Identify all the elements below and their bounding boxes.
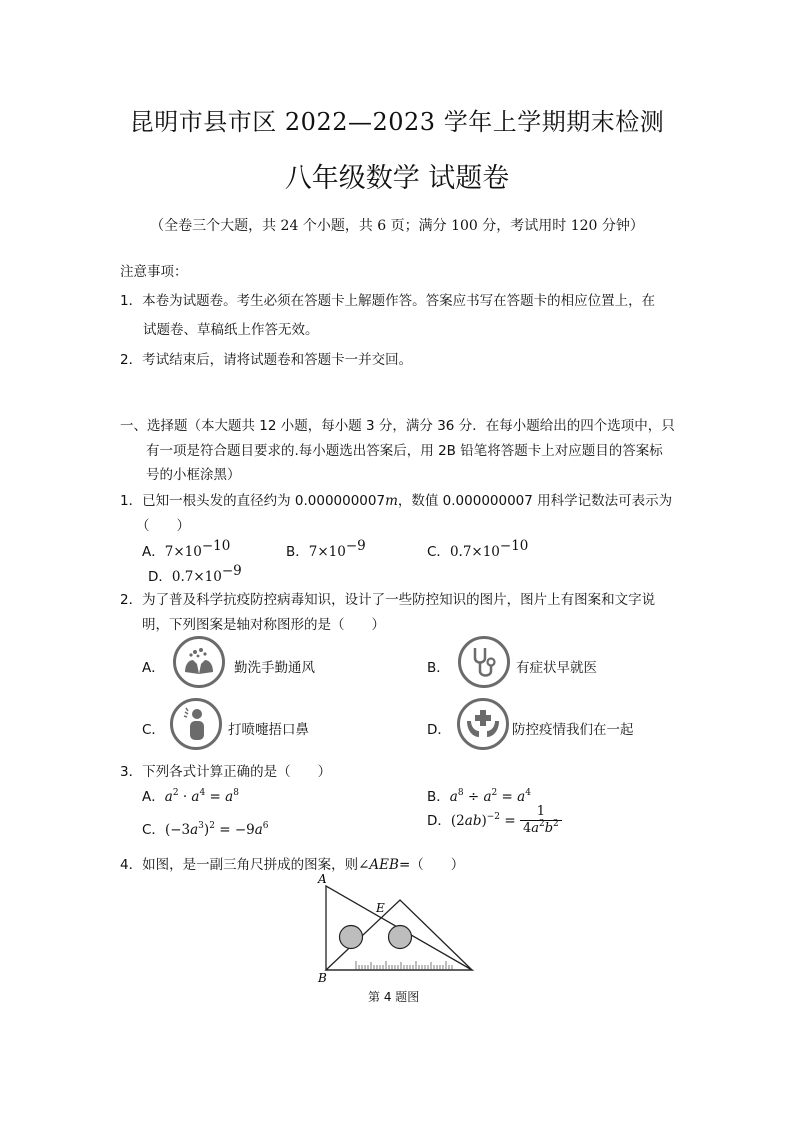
note-item-1: 1．本卷为试题卷。考生必须在答题卡上解题作答。答案应书写在答题卡的相应位置上，在: [120, 293, 656, 309]
stethoscope-icon[interactable]: [458, 636, 510, 688]
question-3-option-c[interactable]: C．$(-3a^3)^2 = -9a^6$: [142, 821, 269, 838]
question-1-option-d[interactable]: D．$0.7\times 10^{-9}$: [148, 563, 242, 585]
section-1-heading: 一、选择题（本大题共 12 小题，每小题 3 分，满分 36 分．在每小题给出的四个选项中，只: [120, 418, 675, 434]
note-item-2: 2．考试结束后，请将试题卷和答题卡一并交回。: [120, 352, 413, 368]
question-3-stem: 3．下列各式计算正确的是（ ）: [120, 764, 332, 780]
question-2-option-b-text: 有症状早就医: [516, 660, 597, 676]
point-label-b: B: [318, 971, 327, 985]
medical-hands-icon[interactable]: [457, 698, 509, 750]
question-2-option-d-text: 防控疫情我们在一起: [512, 722, 634, 738]
question-2-option-c-label[interactable]: C．: [142, 722, 165, 738]
question-2-option-b-label[interactable]: B．: [427, 660, 450, 676]
section-1-instructions: 有一项是符合题目要求的.每小题选出答案后，用 2B 铅笔将答题卡上对应题目的答案标: [146, 443, 663, 459]
point-label-e: E: [376, 901, 385, 915]
question-2-option-a-text: 勤洗手勤通风: [234, 660, 315, 676]
hand-washing-icon[interactable]: [173, 636, 225, 688]
fraction-numerator: 1: [520, 804, 562, 821]
exam-title: 昆明市县市区 2022—2023 学年上学期期末检测: [129, 108, 665, 136]
question-2-option-d-label[interactable]: D．: [427, 722, 451, 738]
question-2-option-c-text: 打喷嚏捂口鼻: [228, 722, 309, 738]
question-3-option-b[interactable]: B．$a^8 \div a^2 = a^4$: [427, 788, 531, 805]
notes-heading: 注意事项：: [120, 264, 188, 280]
question-2-stem: 2．为了普及科学抗疫防控病毒知识，设计了一些防控知识的图片，图片上有图案和文字说: [120, 592, 656, 608]
question-3-option-a[interactable]: A．$a^2 \cdot a^4 = a^8$: [142, 788, 239, 805]
point-label-a: A: [318, 872, 327, 886]
question-1-option-b[interactable]: B．$7\times 10^{-9}$: [286, 538, 366, 560]
exam-subtitle: 八年级数学 试题卷: [284, 163, 510, 194]
question-3-option-d[interactable]: D．$(2ab)^{-2}$ = $\frac{1}{4a^2b^2}$: [427, 804, 562, 837]
question-1-stem: 1．已知一根头发的直径约为 0.000000007m，数值 0.000000007 用科学记数法可表示为: [120, 493, 673, 509]
question-1-option-a[interactable]: A．$7\times 10^{-10}$: [142, 538, 231, 560]
question-2-option-a-label[interactable]: A．: [142, 660, 165, 676]
section-1-instructions-end: 号的小框涂黑）: [146, 467, 241, 483]
triangle-rulers-figure: [310, 870, 490, 990]
question-2-stem-cont: 明，下列图案是轴对称图形的是（ ）: [142, 617, 385, 633]
question-1-paren: （ ）: [136, 518, 190, 534]
question-4-stem: 4．如图，是一副三角尺拼成的图案，则∠AEB=（ ）: [120, 857, 465, 873]
question-1-option-c[interactable]: C．$0.7\times 10^{-10}$: [427, 538, 529, 560]
cough-cover-icon[interactable]: [170, 698, 222, 750]
note-item-1-cont: 试题卷、草稿纸上作答无效。: [143, 322, 319, 338]
figure-4-caption: 第 4 题图: [368, 990, 420, 1004]
exam-meta: （全卷三个大题，共 24 个小题，共 6 页；满分 100 分，考试用时 120 分钟）: [150, 218, 644, 234]
